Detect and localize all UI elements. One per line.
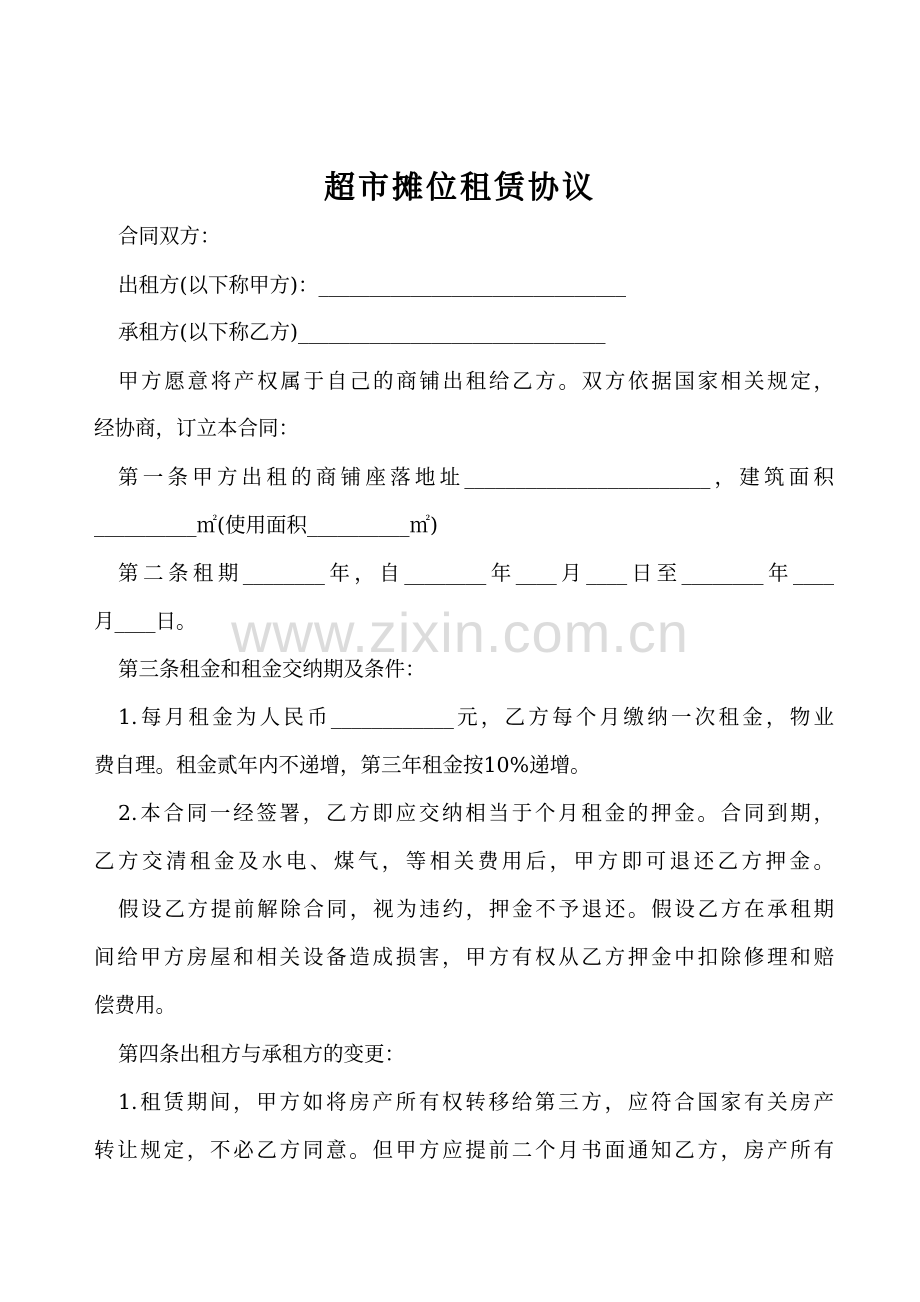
paragraph-line: 第二条租期________年，自________年____月____日至________年____ — [118, 561, 834, 585]
watermark: www.zixin.com.cn — [231, 601, 689, 664]
paragraph-line: 乙方交清租金及水电、煤气，等相关费用后，甲方即可退还乙方押金。 — [94, 849, 834, 873]
paragraph-line: 出租方(以下称甲方)：______________________________ — [118, 273, 626, 297]
paragraph-line: 假设乙方提前解除合同，视为违约，押金不予退还。假设乙方在承租期 — [118, 897, 834, 921]
paragraph-line: 月____日。 — [94, 609, 197, 633]
paragraph-line: 间给甲方房屋和相关设备造成损害，甲方有权从乙方押金中扣除修理和赔 — [94, 945, 834, 969]
paragraph-line: 费自理。租金贰年内不递增，第三年租金按10%递增。 — [94, 753, 591, 777]
paragraph-line: 合同双方： — [118, 224, 221, 248]
paragraph-line: 第四条出租方与承租方的变更： — [118, 1042, 405, 1066]
document-title: 超市摊位租赁协议 — [324, 170, 596, 206]
paragraph-line: 承租方(以下称乙方)______________________________ — [118, 320, 606, 344]
paragraph-line: 第一条甲方出租的商铺座落地址________________________，建筑面积 — [118, 465, 834, 489]
paragraph-line: 2.本合同一经签署，乙方即应交纳相当于个月租金的押金。合同到期， — [118, 801, 834, 825]
paragraph-line: 1.租赁期间，甲方如将房产所有权转移给第三方，应符合国家有关房产 — [118, 1090, 834, 1114]
paragraph-line: 偿费用。 — [94, 993, 176, 1017]
paragraph-line: 甲方愿意将产权属于自己的商铺出租给乙方。双方依据国家相关规定， — [118, 369, 834, 393]
paragraph-line: __________㎡(使用面积__________㎡) — [94, 513, 438, 537]
paragraph-line: 1.每月租金为人民币____________元，乙方每个月缴纳一次租金，物业 — [118, 705, 834, 729]
paragraph-line: 第三条租金和租金交纳期及条件： — [118, 657, 426, 681]
paragraph-line: 经协商，订立本合同： — [94, 416, 299, 440]
paragraph-line: 转让规定，不必乙方同意。但甲方应提前二个月书面通知乙方，房产所有 — [94, 1138, 834, 1162]
